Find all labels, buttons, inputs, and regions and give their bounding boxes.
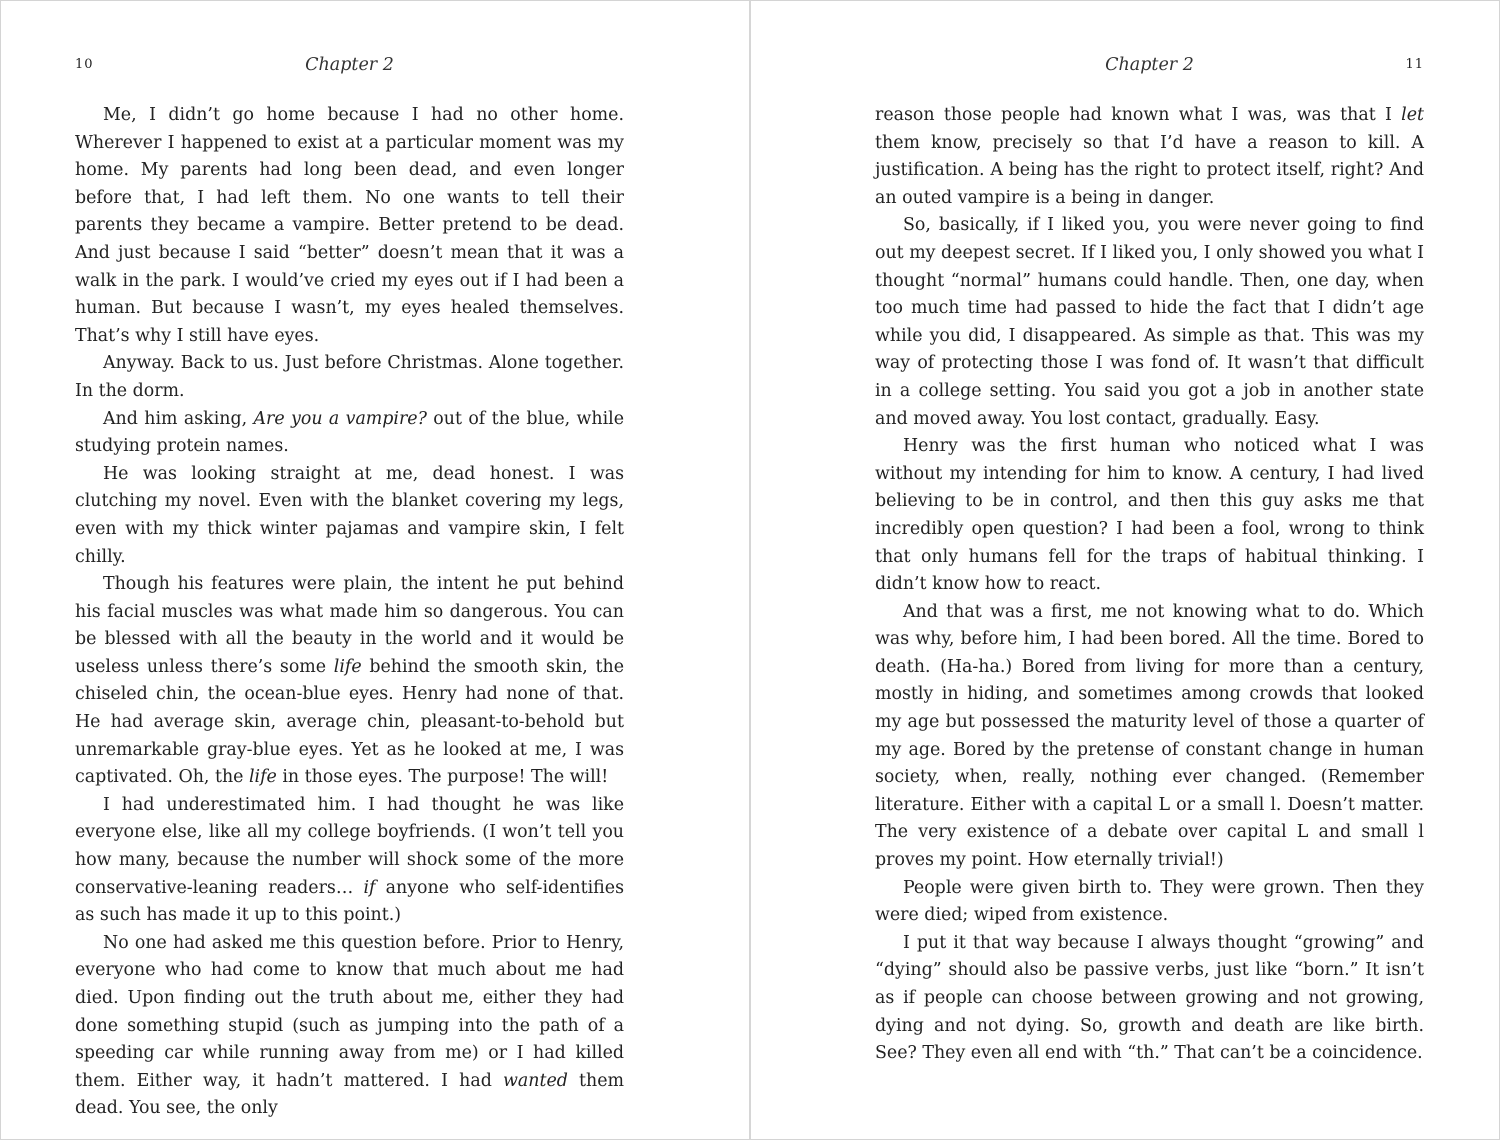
text-run: I put it that way because I always thought “growing” and “dying” should also be passive verbs, just like “born.” It isn’t as if people can choose between growing and not growing, dying and not dying. So, growth and death are like birth. See? They even all end with “th.” That can’t be a coincidence. [875,932,1424,1064]
page-number: 11 [1405,57,1424,72]
body-text [75,102,624,1123]
italic-text: life [248,767,277,788]
paragraph [75,461,624,571]
paragraph [875,930,1424,1068]
text-run: reason those people had known what I was, was that I [875,105,1402,125]
paragraph [75,571,624,792]
body-text [875,102,1424,1068]
text-run: Henry was the first human who noticed what I was without my intending for him to know. A century, I had lived believing to be in control, and then this guy asks me that incredibly open question? I had been a fool, wrong to think that only humans fell for the traps of habitual thinking. I didn’t know how to react. [875,436,1424,595]
running-head [875,55,1424,79]
text-run: them dead. You see, the only [75,1070,624,1119]
paragraph [875,212,1424,433]
paragraph [875,599,1424,875]
paragraph [875,102,1424,212]
italic-text: let [1401,105,1424,125]
text-run: anyone who self-identifies as such has made it up to this point.) [75,877,624,926]
text-run: Anyway. Back to us. Just before Christmas. Alone together. In the dorm. [75,353,624,401]
text-run: And that was a first, me not knowing what to do. Which was why, before him, I had been bored. All the time. Bored to death. (Ha-ha.) Bored from living for more than a century, mostly in hiding, and sometimes among crowds that looked my age but possessed the maturity level of those a quarter of my age. Bored by the pretense of constant change in human society, when, really, nothing ever changed. (Remember literature. Either with a capital L or a small l. Doesn’t matter. The very existence of a debate over capital L and small l proves my point. How eternally trivial!) [875,601,1424,871]
paragraph [75,792,624,930]
text-run: Me, I didn’t go home because I had no other home. Wherever I happened to exist at a particular moment was my home. My parents had long been dead, and even longer before that, I had left them. No one wants to tell their parents they became a vampire. Better pretend to be dead. And just because I said “better” doesn’t mean that it was a walk in the park. I would’ve cried my eyes out if I had been a human. But because I wasn’t, my eyes healed themselves. That’s why I still have eyes. [75,105,624,346]
page-gutter [749,1,751,1139]
paragraph [75,350,624,405]
running-head [75,55,624,79]
right-page [875,1,1424,1139]
text-run: behind the smooth skin, the chiseled chin, the ocean-blue eyes. Henry had none of that. He had average skin, average chin, pleasant-to-behold but unremarkable gray-blue eyes. Yet as he looked at me, I was captivated. Oh, the [75,656,624,788]
text-run: them know, precisely so that I’d have a reason to kill. A justification. A being has the right to protect itself, right? And an outed vampire is a being in danger. [875,132,1424,208]
page-number: 10 [75,57,94,72]
text-run: I had underestimated him. I had thought he was like everyone else, like all my college boyfriends. (I won’t tell you how many, because the number will shock some of the more conservative-leaning readers… [75,794,624,898]
text-run: out of the blue, while studying protein names. [75,408,625,457]
text-run: He was looking straight at me, dead honest. I was clutching my novel. Even with the blanket covering my legs, even with my thick winter pajamas and vampire skin, I felt chilly. [75,463,624,567]
left-page [75,1,624,1139]
italic-text: life [333,656,362,677]
paragraph [875,433,1424,599]
text-run: No one had asked me this question before. Prior to Henry, everyone who had come to know that much about me had died. Upon finding out the truth about me, either they had done something stupid (such as jumping into the path of a speeding car while running away from me) or I had killed them. Either way, it hadn’t mattered. I had [75,932,624,1091]
text-run: So, basically, if I liked you, you were never going to find out my deepest secret. If I liked you, I only showed you what I thought “normal” humans could handle. Then, one day, when too much time had passed to hide the fact that I didn’t age while you did, I disappeared. As simple as that. This was my way of protecting those I was fond of. It wasn’t that difficult in a college setting. You said you got a job in another state and moved away. You lost contact, gradually. Easy. [875,215,1424,429]
paragraph [875,875,1424,930]
text-run: And him asking, [103,408,254,429]
italic-text: Are you a vampire? [253,408,427,429]
paragraph [75,406,624,461]
paragraph [75,930,624,1123]
paragraph [75,102,624,350]
chapter-title: Chapter 2 [1105,55,1194,75]
text-run: Though his features were plain, the intent he put behind his facial muscles was what made him so dangerous. You can be blessed with all the beauty in the world and it would be useless unless there’s some [75,574,624,677]
chapter-title: Chapter 2 [305,55,394,75]
italic-text: wanted [503,1070,568,1091]
text-run: People were given birth to. They were grown. Then they were died; wiped from existence. [875,877,1424,926]
italic-text: if [363,877,376,898]
text-run: in those eyes. The purpose! The will! [276,767,609,788]
